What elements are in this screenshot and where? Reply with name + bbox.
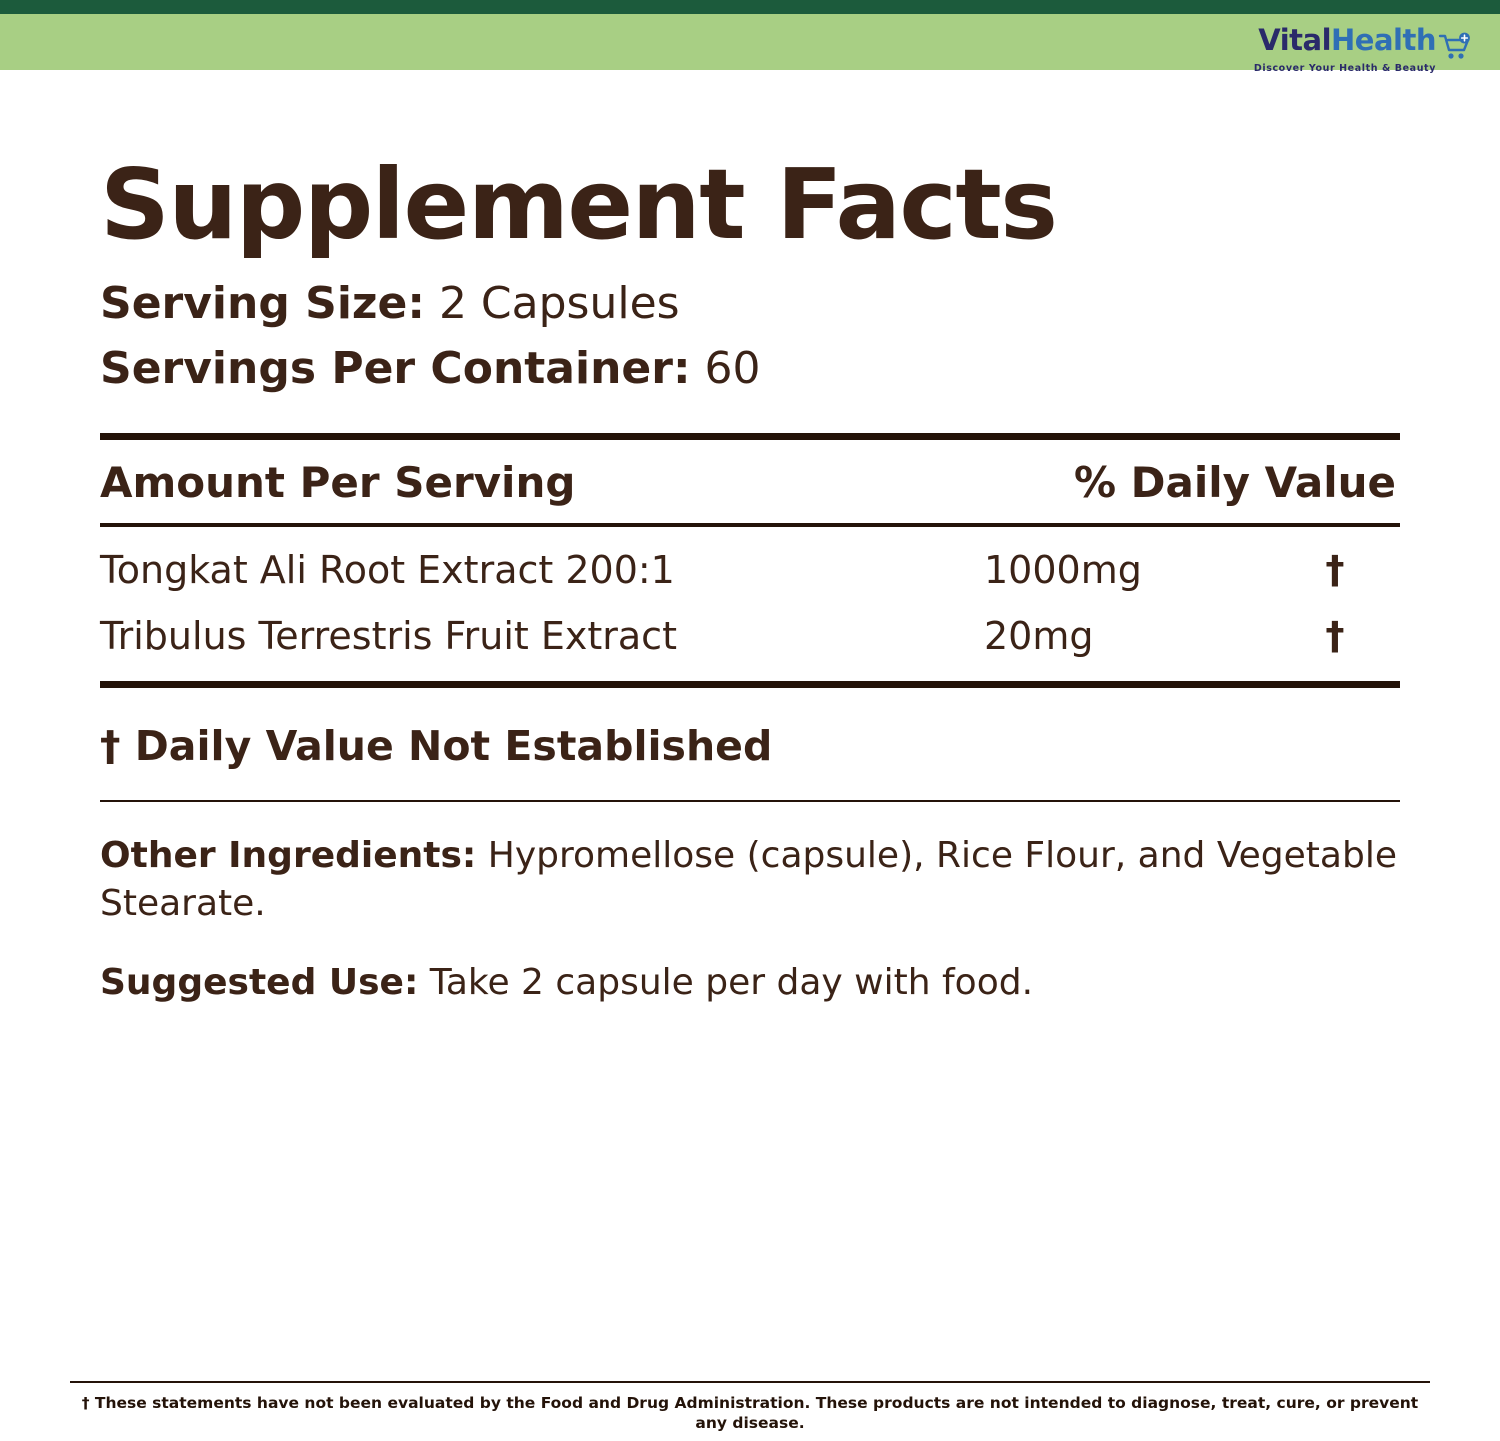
divider-above-disclaimer <box>70 1381 1430 1383</box>
suggested-use-label: Suggested Use: <box>100 961 419 1003</box>
ingredient-amount: 20mg <box>984 613 1094 658</box>
servings-per-container-value: 60 <box>704 343 761 395</box>
ingredient-name: Tribulus Terrestris Fruit Extract <box>100 613 677 658</box>
column-header-daily-value: % Daily Value <box>1073 457 1396 507</box>
other-ingredients-label: Other Ingredients: <box>100 834 477 876</box>
daily-value-footnote: † Daily Value Not Established <box>100 721 773 770</box>
ingredients-table <box>100 537 1400 669</box>
divider-top-thick <box>100 433 1400 440</box>
divider-table-bottom <box>100 681 1400 688</box>
table-row <box>100 537 1400 603</box>
top-accent-bar-dark <box>0 0 1500 14</box>
ingredient-amount: 1000mg <box>984 547 1142 592</box>
supplement-facts-panel <box>0 70 1500 1441</box>
servings-per-container-line <box>100 339 1400 398</box>
brand-logo <box>1253 23 1472 74</box>
serving-size-value: 2 Capsules <box>438 277 680 329</box>
brand-tagline: Discover Your Health & Beauty <box>1253 62 1436 74</box>
table-row <box>100 603 1400 669</box>
suggested-use <box>100 959 1400 1008</box>
divider-above-other-ingredients <box>100 800 1400 802</box>
fda-disclaimer-text: † These statements have not been evaluated by the Food and Drug Administration. These products are not intended to diagnose, treat, cure, or prevent any disease. <box>81 1393 1419 1432</box>
other-ingredients-value: Hypromellose (capsule), Rice Flour, and Vegetable Stearate. <box>100 834 1397 925</box>
fda-disclaimer-section <box>70 1381 1430 1433</box>
other-ingredients <box>100 832 1400 929</box>
shopping-cart-icon <box>1438 32 1472 60</box>
ingredient-daily-value: † <box>1325 613 1345 658</box>
brand-name-health: Health <box>1331 23 1436 57</box>
ingredient-daily-value: † <box>1325 547 1345 592</box>
servings-per-container-label: Servings Per Container: <box>100 343 691 395</box>
ingredient-name: Tongkat Ali Root Extract 200:1 <box>100 547 675 592</box>
brand-name-vital: Vital <box>1258 23 1332 57</box>
divider-under-headers <box>100 523 1400 527</box>
serving-size-label: Serving Size: <box>100 277 425 329</box>
suggested-use-value: Take 2 capsule per day with food. <box>429 961 1034 1003</box>
column-header-amount: Amount Per Serving <box>100 457 576 507</box>
serving-size-line <box>100 274 1400 333</box>
page-title: Supplement Facts <box>100 148 1057 261</box>
table-column-headers <box>100 440 1400 523</box>
